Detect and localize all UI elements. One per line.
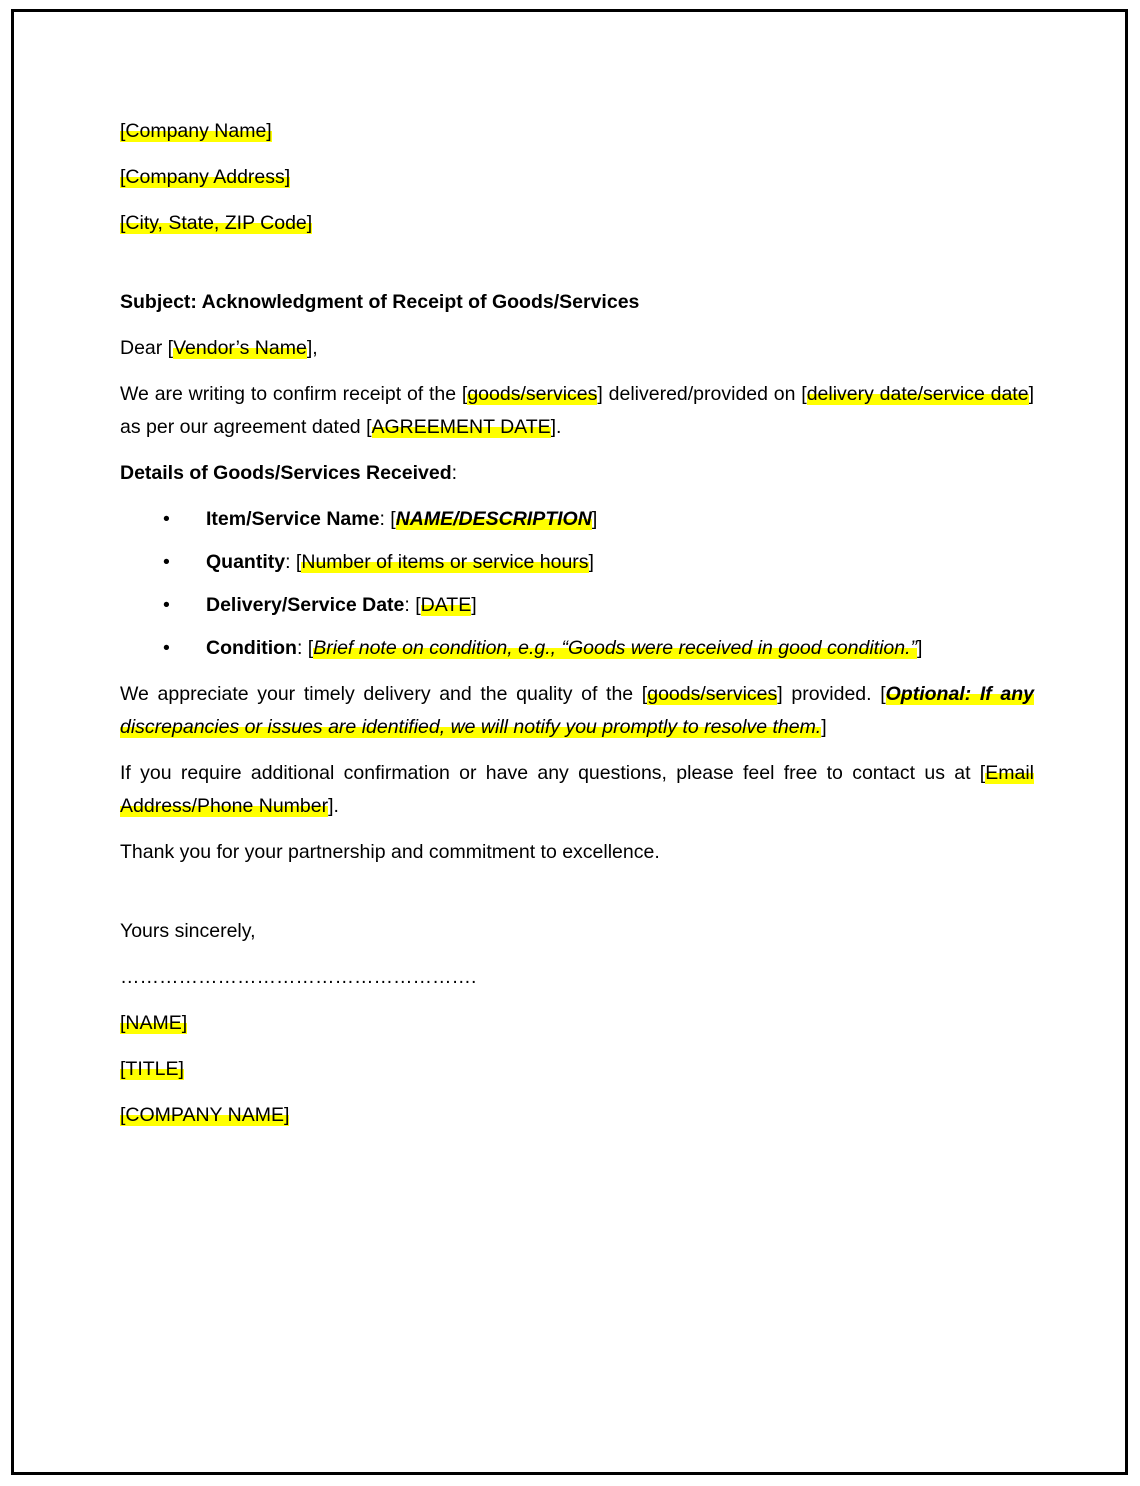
title-placeholder: [TITLE] bbox=[120, 1058, 184, 1080]
contact-seg2: ]. bbox=[328, 795, 339, 817]
contact-seg1: If you require additional confirmation or have any questions, please feel free to contact us at [ bbox=[120, 762, 986, 784]
salutation bbox=[120, 332, 1034, 365]
list-item bbox=[120, 589, 1034, 622]
signature-line: ………………………………………………. bbox=[120, 966, 477, 988]
list-item bbox=[120, 632, 1034, 665]
appreciation-seg1: We appreciate your timely delivery and the quality of the [ bbox=[120, 683, 648, 705]
letterhead-spacer bbox=[120, 253, 1034, 286]
closing-spacer bbox=[120, 882, 1034, 915]
list-item-label: Delivery/Service Date bbox=[206, 594, 405, 616]
appreciation-seg2: ] provided. [ bbox=[777, 683, 886, 705]
list-item bbox=[120, 546, 1034, 579]
condition-placeholder: Brief note on condition, e.g., “Goods were received in good condition.” bbox=[313, 637, 918, 659]
optional-note-bold: Optional: If any bbox=[885, 683, 1035, 705]
item-name-placeholder: NAME/DESCRIPTION bbox=[395, 508, 592, 530]
letterhead-company-name bbox=[120, 115, 1034, 148]
salutation-suffix: ], bbox=[306, 337, 318, 359]
list-item-label: Item/Service Name bbox=[206, 508, 380, 530]
list-item-close: ] bbox=[588, 551, 594, 573]
document-page bbox=[11, 9, 1128, 1475]
name-placeholder: [NAME] bbox=[120, 1012, 188, 1034]
subject-text: Subject: Acknowledgment of Receipt of Goods/Services bbox=[120, 291, 640, 313]
contact-paragraph bbox=[120, 757, 1034, 823]
list-item-close: ] bbox=[471, 594, 477, 616]
signer-company bbox=[120, 1099, 1034, 1132]
signer-name bbox=[120, 1007, 1034, 1040]
email-phone-placeholder: Email Address/Phone Number bbox=[120, 762, 1034, 817]
delivery-date-placeholder: delivery date/service date bbox=[806, 383, 1029, 405]
appreciation-seg3: ] bbox=[821, 716, 827, 738]
company-address-placeholder: [Company Address] bbox=[120, 166, 291, 188]
optional-note-italic: discrepancies or issues are identified, we will notify you promptly to resolve them. bbox=[120, 716, 822, 738]
subject-line bbox=[120, 286, 1034, 319]
details-heading bbox=[120, 457, 1034, 490]
opening-paragraph bbox=[120, 378, 1034, 444]
list-item-close: ] bbox=[591, 508, 598, 530]
city-state-zip-placeholder: [City, State, ZIP Code] bbox=[120, 212, 313, 234]
list-item-separator: : [ bbox=[296, 637, 314, 659]
letterhead-company-address bbox=[120, 161, 1034, 194]
bullet-icon: • bbox=[163, 508, 170, 530]
bullet-icon: • bbox=[163, 637, 170, 659]
list-item-label: Quantity bbox=[206, 551, 286, 573]
thanks-paragraph: Thank you for your partnership and commitment to excellence. bbox=[120, 841, 660, 863]
delivery-date-value-placeholder: DATE bbox=[420, 594, 472, 616]
list-item-separator: : [ bbox=[404, 594, 421, 616]
list-item-close: ] bbox=[917, 637, 923, 659]
list-item-separator: : [ bbox=[285, 551, 302, 573]
company-name-placeholder: [Company Name] bbox=[120, 120, 272, 142]
vendor-name-placeholder: Vendor’s Name bbox=[173, 337, 307, 359]
salutation-prefix: Dear [ bbox=[120, 337, 174, 359]
appreciation-paragraph bbox=[120, 678, 1034, 744]
opening-seg1: We are writing to confirm receipt of the [ bbox=[120, 383, 468, 405]
bullet-icon: • bbox=[163, 551, 170, 573]
letterhead-city-state-zip bbox=[120, 207, 1034, 240]
opening-seg4: ]. bbox=[550, 416, 562, 438]
opening-seg3: ] as per our agreement dated [ bbox=[120, 383, 1034, 438]
bullet-icon: • bbox=[163, 594, 170, 616]
details-heading-text: Details of Goods/Services Received bbox=[120, 462, 452, 484]
sign-off: Yours sincerely, bbox=[120, 920, 256, 942]
details-heading-colon: : bbox=[451, 462, 458, 484]
details-list bbox=[120, 503, 1034, 665]
list-item bbox=[120, 503, 1034, 536]
list-item-separator: : [ bbox=[379, 508, 396, 530]
quantity-placeholder: Number of items or service hours bbox=[301, 551, 589, 573]
company-placeholder: [COMPANY NAME] bbox=[120, 1104, 290, 1126]
list-item-label: Condition bbox=[206, 637, 297, 659]
goods-services-placeholder-1: goods/services bbox=[467, 383, 598, 405]
document-body bbox=[120, 115, 1034, 1132]
signer-title bbox=[120, 1053, 1034, 1086]
agreement-date-placeholder: AGREEMENT DATE bbox=[371, 416, 551, 438]
opening-seg2: ] delivered/provided on [ bbox=[597, 383, 807, 405]
goods-services-placeholder-2: goods/services bbox=[647, 683, 778, 705]
